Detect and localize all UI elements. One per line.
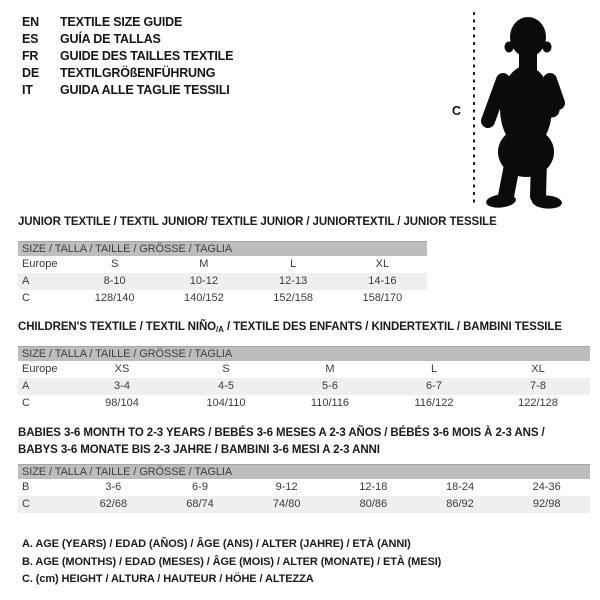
size-header-bar: SIZE / TALLA / TAILLE / GRÖSSE / TAGLIA [18,241,427,256]
size-cell: XL [375,258,390,270]
age-cell: 10-12 [189,275,218,287]
language-code: ES [22,32,39,46]
row-label: C [22,292,30,304]
size-cell: S [110,258,119,270]
size-header-bar: SIZE / TALLA / TAILLE / GRÖSSE / TAGLIA [18,346,590,361]
height-cell: 80/86 [359,498,388,510]
measure-legend [22,536,441,589]
babies-size-table [18,464,590,513]
guide-title-it: GUIDA ALLE TAGLIE TESSILI [60,83,230,97]
children-title-suffix: / TEXTILE DES ENFANTS / KINDERTEXTIL / BAMBINI TESSILE [223,321,562,333]
babies-table-title [18,425,545,459]
age-cell: 14-16 [368,275,397,287]
table-row-age-years [18,273,427,290]
table-row-height [18,496,590,513]
children-table-title [18,321,562,333]
children-title-subscript: /A [216,325,224,334]
size-cell: XS [114,363,130,375]
age-cell: 3-6 [105,481,122,493]
babies-title-line-1: BABIES 3-6 MONTH TO 2-3 YEARS / BEBÉS 3-6 MESES A 2-3 AÑOS / BÉBÉS 3-6 MOIS À 2-3 ANS / [18,427,545,439]
language-code: FR [22,49,39,63]
height-cell: 62/68 [99,498,128,510]
baby-silhouette-icon [450,4,596,212]
legend-height: C. (cm) HEIGHT / ALTURA / HAUTEUR / HÖHE / ALTEZZA [22,573,314,585]
babies-title-line-2: BABYS 3-6 MONATE BIS 2-3 JAHRE / BAMBINI 3-6 MESI A 2-3 ANNI [18,444,380,456]
height-cell: 158/170 [362,292,403,304]
age-cell: 12-18 [359,481,388,493]
height-cell: 68/74 [186,498,214,510]
age-cell: 6-9 [192,481,208,493]
size-header-bar: SIZE / TALLA / TAILLE / GRÖSSE / TAGLIA [18,464,590,479]
guide-title-es: GUÍA DE TALLAS [60,32,161,46]
language-code: EN [22,15,39,29]
height-cell: 104/110 [206,397,246,409]
height-cell: 152/158 [273,292,313,304]
table-row-europe [18,256,427,273]
row-label: A [22,380,30,392]
size-cell: L [290,258,297,270]
size-cell: S [222,363,230,375]
language-row-fr [22,48,233,65]
height-cell: 92/98 [532,498,561,510]
age-cell: 24-36 [532,481,561,493]
age-cell: 18-24 [445,481,475,493]
row-label: Europe [22,363,58,375]
guide-title-fr: GUIDE DES TAILLES TEXTILE [60,49,234,63]
language-row-es [22,31,233,48]
table-row-age-years [18,378,590,395]
children-title-prefix: CHILDREN'S TEXTILE / TEXTIL NIÑO [18,321,217,333]
table-row-height [18,290,427,307]
age-cell: 4-5 [218,380,234,392]
height-cell: 116/122 [414,397,454,409]
height-cell: 140/152 [183,292,224,304]
junior-table-title: JUNIOR TEXTILE / TEXTIL JUNIOR/ TEXTILE JUNIOR / JUNIORTEXTIL / JUNIOR TESSILE [18,216,497,228]
age-cell: 3-4 [114,380,130,392]
height-cell: 74/80 [272,498,301,510]
legend-age-years: A. AGE (YEARS) / EDAD (AÑOS) / ÂGE (ANS) / ALTER (JAHRE) / ETÀ (ANNI) [22,538,411,550]
language-code: DE [22,66,39,80]
height-cell: 122/128 [518,397,558,409]
height-cell: 98/104 [105,397,139,409]
height-cell: 128/140 [94,292,135,304]
guide-title-de: TEXTILGRÖßENFÜHRUNG [60,66,216,80]
age-cell: 6-7 [426,380,442,392]
language-code: IT [22,83,33,97]
guide-title-en: TEXTILE SIZE GUIDE [60,15,183,29]
height-cell: 110/116 [310,397,350,409]
age-cell: 5-6 [322,380,338,392]
baby-height-figure [450,4,596,212]
row-label: Europe [22,258,58,270]
table-row-height [18,395,590,412]
height-cell: 86/92 [446,498,474,510]
row-label: C [22,498,30,510]
age-cell: 7-8 [530,380,546,392]
height-measure-label: C [452,104,462,118]
size-cell: XL [531,363,545,375]
row-label: C [22,397,30,409]
language-title-list [22,14,233,99]
junior-size-table [18,241,427,307]
age-cell: 12-13 [279,275,308,287]
row-label: B [22,481,30,493]
age-cell: 8-10 [103,275,126,287]
language-row-en [22,14,233,31]
language-row-it [22,82,233,99]
row-label: A [22,275,30,287]
children-size-table [18,346,590,412]
legend-age-months: B. AGE (MONTHS) / EDAD (MESES) / ÂGE (MOIS) / ALTER (MONATE) / ETÀ (MESI) [22,555,442,568]
size-cell: M [199,258,209,270]
size-cell: L [430,363,438,375]
language-row-de [22,65,233,82]
age-cell: 9-12 [275,481,298,493]
table-row-europe [18,361,590,378]
size-cell: M [325,363,335,375]
table-row-age-months [18,479,590,496]
